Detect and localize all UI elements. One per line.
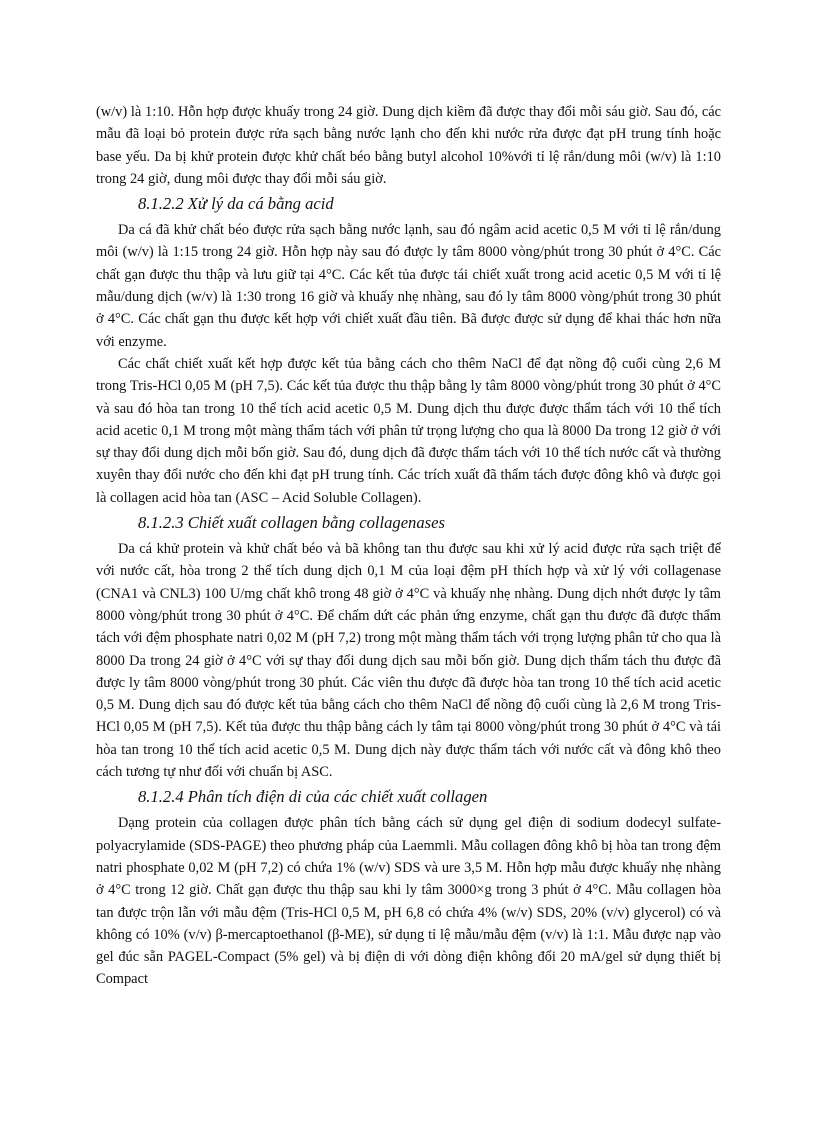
paragraph-precipitation: Các chất chiết xuất kết hợp được kết tủa bằng cách cho thêm NaCl để đạt nồng độ cuối cùng 2,6 M trong Tris-HCl 0,05 M (pH 7,5). Các kết tủa được thu thập bằng ly tâm 8000 vòng/phút trong 30 phút ở 4°C và sau đó hòa tan trong 10 thể tích acid acetic 0,5 M. Dung dịch thu được được thẩm tách với 10 thể tích acid acetic 0,1 M trong một màng thẩm tách với phân tử trọng lượng cho qua là 8000 Da trong 12 giờ ở với sự thay đổi dung dịch mỗi bốn giờ. Sau đó, dung dịch đã được thẩm tách với 10 thể tích nước cất và thường xuyên thay đổi nước cho đến khi đạt pH trung tính. Các trích xuất đã thẩm tách được đông khô và được gọi là collagen acid hòa tan (ASC – Acid Soluble Collagen). xyxy=(96,355,721,506)
section-heading-8-1-2-2: 8.1.2.2 Xử lý da cá bằng acid xyxy=(138,194,334,214)
paragraph-acid-treatment: Da cá đã khử chất béo được rửa sạch bằng nước lạnh, sau đó ngâm acid acetic 0,5 M với tỉ lệ rắn/dung môi (w/v) là 1:15 trong 24 giờ. Hỗn hợp này sau đó được ly tâm 8000 vòng/phút trong 30 phút ở 4°C. Các chất gạn được thu thập và lưu giữ tại 4°C. Các kết tủa được tái chiết xuất trong acid acetic 0,5 M với tỉ lệ mẫu/dung dịch (w/v) là 1:30 trong 16 giờ và khuấy nhẹ nhàng, sau đó ly tâm 8000 vòng/phút trong 30 phút ở 4°C. Các chất gạn thu được kết hợp với chiết xuất đầu tiên. Bã được được sử dụng để khai thác hơn nữa với enzyme. xyxy=(96,222,721,350)
section-heading-8-1-2-4: 8.1.2.4 Phân tích điện di của các chiết xuất collagen xyxy=(138,787,488,807)
paragraph-collagenase-extraction: Da cá khử protein và khử chất béo và bã không tan thu được sau khi xử lý acid được rửa sạch triệt để với nước cất, hòa trong 2 thể tích dung dịch 0,1 M của loại đệm pH thích hợp và xử lý với collagenase (CNA1 và CNL3) 100 U/mg chất khô trong 48 giờ ở 4°C và khuấy nhẹ nhàng. Dung dịch nhớt được ly tâm 8000 vòng/phút trong 30 phút ở 4°C. Để chấm dứt các phản ứng enzyme, chất gạn thu được đã được thẩm tách với đệm phosphate natri 0,02 M (pH 7,2) trong một màng thẩm tách với trọng lượng phân tử cho qua là 8000 Da trong 24 giờ ở 4°C với sự thay đổi dung dịch sau mỗi bốn giờ. Dung dịch thẩm tách thu được đã được ly tâm 8000 vòng/phút trong 30 phút. Các viên thu được đã được hòa tan trong 10 thể tích acid acetic 0,5 M. Dung dịch sau đó được kết tủa bằng cách cho thêm NaCl để nồng độ cuối cùng là 2,6 M trong Tris-HCl 0,05 M (pH 7,5). Kết tủa được thu thập bằng cách ly tâm tại 8000 vòng/phút trong 30 phút ở 4°C và tái hòa tan trong 10 thể tích acid acetic 0,5 M. Dung dịch này được thẩm tách với nước cất và đông khô theo cách tương tự như đối với chuẩn bị ASC. xyxy=(96,541,721,781)
paragraph-electrophoresis: Dạng protein của collagen được phân tích bằng cách sử dụng gel điện di sodium dodecyl sulfate-polyacrylamide (SDS-PAGE) theo phương pháp của Laemmli. Mẫu collagen đông khô bị hòa tan trong đệm natri phosphate 0,02 M (pH 7,2) có chứa 1% (w/v) SDS và ure 3,5 M. Hỗn hợp mẫu được khuấy nhẹ nhàng ở 4°C trong 12 giờ. Chất gạn được thu thập sau khi ly tâm 3000×g trong 3 phút ở 4°C. Mẫu collagen hòa tan được trộn lẫn với mẫu đệm (Tris-HCl 0,5 M, pH 6,8 có chứa 4% (w/v) SDS, 20% (v/v) glycerol) có và không có 10% (v/v) β-mercaptoethanol (β-ME), sử dụng tỉ lệ mẫu/mẫu đệm (v/v) là 1:1. Mẫu được nạp vào gel đúc sẵn PAGEL-Compact (5% gel) và bị điện di với dòng điện không đổi 20 mA/gel sử dụng thiết bị Compact xyxy=(96,815,721,988)
section-heading-8-1-2-3: 8.1.2.3 Chiết xuất collagen bằng collagenases xyxy=(138,513,445,533)
paragraph-alkali-treatment: (w/v) là 1:10. Hỗn hợp được khuấy trong 24 giờ. Dung dịch kiềm đã được thay đổi mỗi sáu giờ. Sau đó, các mẫu đã loại bỏ protein được rửa sạch bằng nước lạnh cho đến khi nước rửa được đạt pH trung tính hoặc base yếu. Da bị khử protein được khử chất béo bằng butyl alcohol 10%với tỉ lệ rắn/dung môi (w/v) là 1:10 trong 24 giờ, dung môi được thay đổi mỗi sáu giờ. xyxy=(96,104,721,187)
